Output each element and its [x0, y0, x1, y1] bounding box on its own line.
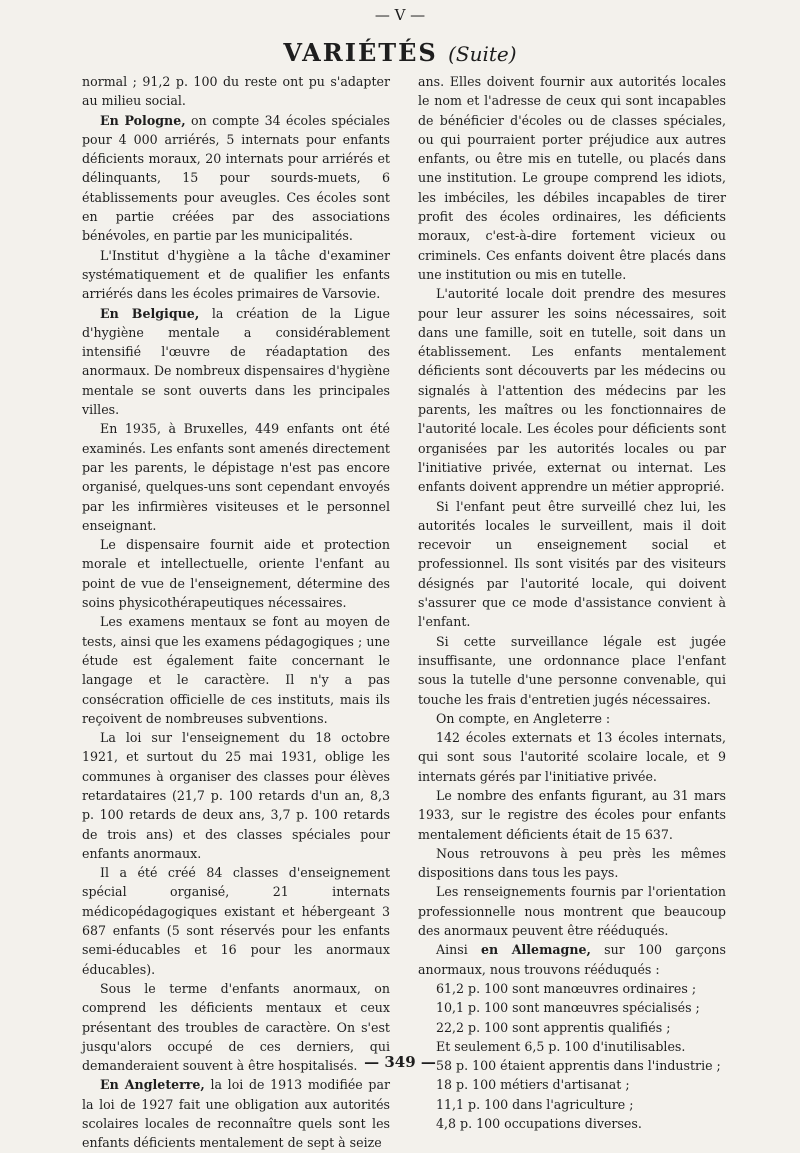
paragraph: 142 écoles externats et 13 écoles internats, qui sont sous l'autorité scolaire locale, et 9 internats gérés par l'initiative privée.	[418, 730, 726, 784]
paragraph-text: la loi de 1913 modifiée par la loi de 1927 fait une obligation aux autorités scolaires locales de reconnaître quels sont les enfants déficients mentalement de sept à seize	[82, 1077, 390, 1151]
paragraph	[82, 111, 390, 246]
title-text: VARIÉTÉS	[283, 38, 438, 67]
paragraph: Le nombre des enfants figurant, au 31 mars 1933, sur le registre des écoles pour enfants mentalement déficients était de 15 637.	[418, 787, 726, 842]
country-heading-pologne: En Pologne,	[100, 112, 186, 128]
paragraph	[82, 1075, 390, 1152]
paragraph: La loi sur l'enseignement du 18 octobre 1921, et surtout du 25 mai 1931, oblige les communes à organiser des classes pour élèves retardataires (21,7 p. 100 retards d'un an, 8,3 p. 100 retards de deux ans, 3,7 p. 100 retards de trois ans) et des classes spéciales pour enfants anormaux.	[82, 730, 390, 861]
country-heading-angleterre: En Angleterre,	[100, 1077, 205, 1093]
page-title	[0, 38, 800, 67]
paragraph: L'Institut d'hygiène a la tâche d'examiner systématiquement et de qualifier les enfants arriérés dans les écoles primaires de Varsovie.	[82, 247, 390, 302]
paragraph: Le dispensaire fournit aide et protection morale et intellectuelle, oriente l'enfant au point de vue de l'enseignement, détermine des soins physicothérapeutiques nécessaires.	[82, 537, 390, 611]
paragraph: ans. Elles doivent fournir aux autorités locales le nom et l'adresse de ceux qui sont incapables de bénéficier d'écoles ou de classes spéciales, ou qui pourraient porter préjudice aux autres enfants, ou être mis en tutelle, ou placés dans une institution. Le groupe comprend les idiots, les imbéciles, les débiles incapables de tirer profit des écoles ordinaires, les déficients moraux, c'est-à-dire fortement vicieux ou criminels. Ces enfants doivent être placés dans une institution ou mis en tutelle.	[418, 74, 726, 282]
list-item: 58 p. 100 étaient apprentis dans l'industrie ;	[436, 1058, 721, 1074]
paragraph: Les renseignements fournis par l'orientation professionnelle nous montrent que beaucoup des anormaux peuvent être rééduqués.	[418, 884, 726, 939]
paragraph-text: Ainsi	[436, 942, 481, 958]
paragraph-text: on compte 34 écoles spéciales pour 4 000 arriérés, 5 internats pour enfants déficients moraux, 20 internats pour arriérés et délinquants, 15 pour sourds-muets, 6 établissements pour aveugles. Ces écoles sont en partie créées par des associations bénévoles, en partie par les municipalités.	[82, 112, 390, 244]
paragraph-text: la création de la Ligue d'hygiène mentale a considérablement intensifié l'œuvre de réadaptation des anormaux. De nombreux dispensaires d'hygiène mentale se sont ouverts dans les principales villes.	[82, 305, 390, 418]
paragraph: normal ; 91,2 p. 100 du reste ont pu s'adapter au milieu social.	[82, 74, 390, 109]
paragraph: Si cette surveillance légale est jugée insuffisante, une ordonnance place l'enfant sous la tutelle d'une personne convenable, qui touche les frais d'entretien jugés nécessaires.	[418, 633, 726, 707]
paragraph: Nous retrouvons à peu près les mêmes dispositions dans tous les pays.	[418, 845, 726, 881]
list-item: 11,1 p. 100 dans l'agriculture ;	[436, 1096, 634, 1112]
title-suite: (Suite)	[448, 42, 517, 66]
paragraph: En 1935, à Bruxelles, 449 enfants ont été examinés. Les enfants sont amenés directement par les parents, le dépistage n'est pas encore organisé, quelques-uns sont cependant envoyés par les infirmières visiteuses et le personnel enseignant.	[82, 421, 390, 533]
paragraph	[418, 940, 726, 979]
list-item: 61,2 p. 100 sont manœuvres ordinaires ;	[436, 980, 697, 996]
list-item: 10,1 p. 100 sont manœuvres spécialisés ;	[436, 1000, 700, 1016]
paragraph: Si l'enfant peut être surveillé chez lui, les autorités locales le surveillent, mais il doit recevoir un enseignement social et professionnel. Ils sont visités par des visiteurs désignés par l'autorité locale, qui doivent s'assurer que ce mode d'assistance convient à l'enfant.	[418, 498, 726, 630]
paragraph: Il a été créé 84 classes d'enseignement spécial organisé, 21 internats médicopédagogiques existant et hébergeant 3 687 enfants (5 sont réservés pour les enfants semi-éducables et 16 pour les anormaux éducables).	[82, 865, 390, 977]
right-column	[418, 72, 726, 1133]
paragraph: Sous le terme d'enfants anormaux, on comprend les déficients mentaux et ceux présentant des troubles de caractère. On s'est jusqu'alors occupé de ces derniers, qui demanderaient souvent à être hospitalisés.	[82, 980, 390, 1074]
list-item: 18 p. 100 métiers d'artisanat ;	[436, 1077, 630, 1093]
paragraph-text: sur 100 garçons anormaux, nous trouvons rééduqués :	[418, 942, 726, 977]
country-heading-allemagne: en Allemagne,	[480, 942, 591, 958]
page-number: — 349 —	[364, 1053, 436, 1071]
left-column	[82, 72, 390, 1153]
paragraph	[82, 304, 390, 420]
list-item: 4,8 p. 100 occupations diverses.	[436, 1116, 642, 1132]
page-roman-number: — V —	[374, 6, 426, 24]
country-heading-belgique: En Belgique,	[100, 305, 200, 321]
paragraph: L'autorité locale doit prendre des mesures pour leur assurer les soins nécessaires, soit dans une famille, soit en tutelle, soit dans un établissement. Les enfants mentalement déficients sont découverts par les médecins ou signalés à l'attention des médecins par les parents, les maîtres ou les fonctionnaires de l'autorité locale. Les écoles pour déficients sont organisées par les autorités locales ou par l'initiative privée, externat ou internat. Les enfants doivent apprendre un métier approprié.	[418, 286, 726, 495]
list-item: Et seulement 6,5 p. 100 d'inutilisables.	[436, 1038, 686, 1054]
paragraph: Les examens mentaux se font au moyen de tests, ainsi que les examens pédagogiques ; une étude est également faite concernant le langage et le caractère. Il n'y a pas consécration officielle de ces instituts, mais ils reçoivent de nombreuses subventions.	[82, 614, 390, 726]
paragraph: On compte, en Angleterre :	[436, 710, 611, 726]
list-item: 22,2 p. 100 sont apprentis qualifiés ;	[436, 1019, 671, 1035]
